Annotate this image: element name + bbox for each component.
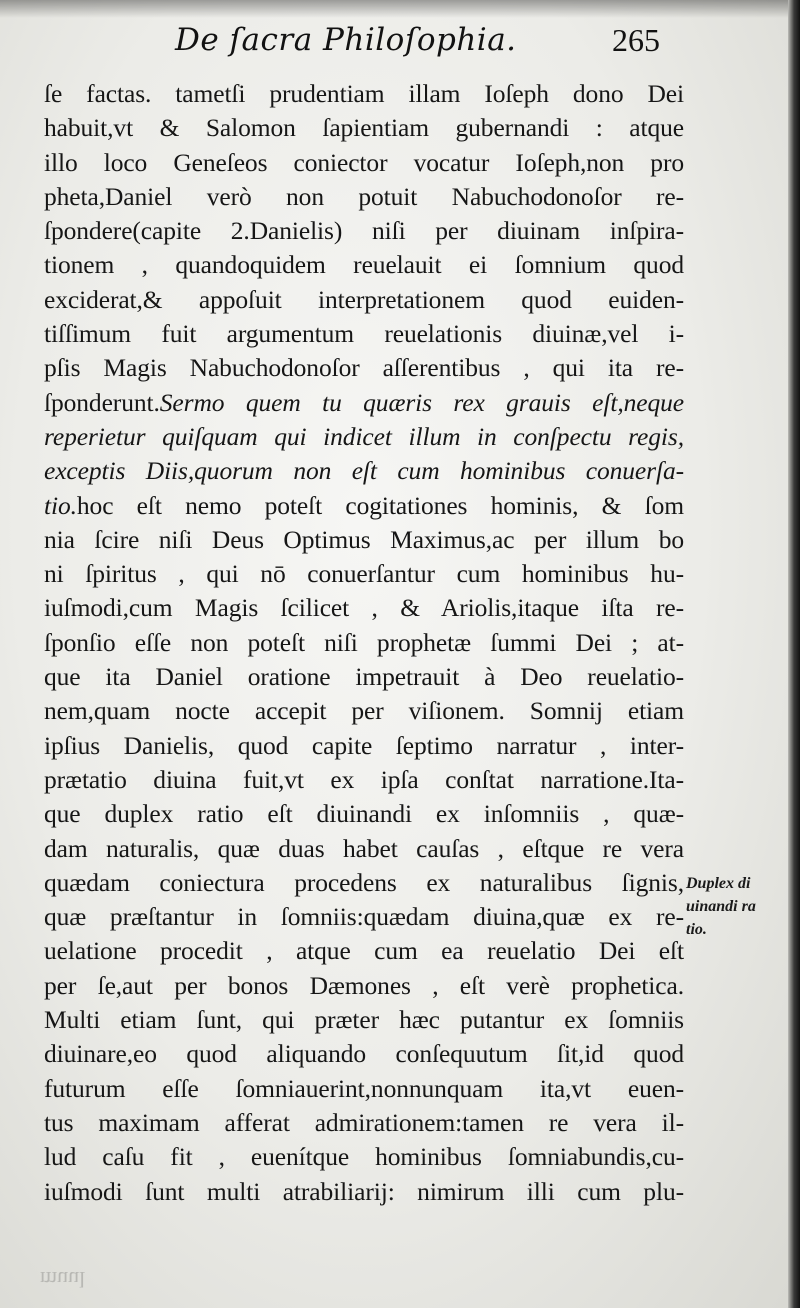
marginal-note-line: Duplex di: [686, 875, 751, 892]
text-line: [44, 660, 684, 694]
text-line: [44, 934, 684, 968]
text-line: [44, 454, 684, 488]
text-line: [44, 420, 684, 454]
text-segment: ſpondere(capite 2.Danielis) niſi per diuinam inſpira-: [44, 216, 684, 246]
text-line: [44, 797, 684, 831]
text-line: [44, 248, 684, 282]
text-segment: habuit,vt & Salomon ſapientiam gubernandi : atque: [44, 113, 684, 143]
text-segment: Multi etiam ſunt, qui præter hæc putantur ex ſomniis: [44, 1005, 684, 1035]
main-text-block: [44, 77, 684, 1209]
text-line: [44, 386, 684, 420]
text-segment: per ſe,aut per bonos Dæmones , eſt verè prophetica.: [44, 970, 684, 1000]
text-line: [44, 866, 684, 900]
text-segment: dam naturalis, quæ duas habet cauſas , eſtque re vera: [44, 833, 684, 863]
text-line: [44, 557, 684, 591]
text-line: [44, 1072, 684, 1106]
text-segment: ſponſio eſſe non poteſt niſi prophetæ ſummi Dei ; at-: [44, 627, 684, 657]
text-segment: diuinare,eo quod aliquando conſequutum ſit,id quod: [44, 1039, 684, 1069]
text-line: [44, 900, 684, 934]
text-line: [44, 763, 684, 797]
text-line: [44, 180, 684, 214]
text-line: [44, 1037, 684, 1071]
text-line: [44, 111, 684, 145]
text-segment: uelatione procedit , atque cum ea reuelatio Dei eſt: [44, 936, 684, 966]
text-segment: ni ſpiritus , qui nō conuerſantur cum hominibus hu-: [44, 559, 684, 589]
text-segment: quædam coniectura procedens ex naturalibus ſignis,: [44, 867, 684, 897]
text-segment: hoc eſt nemo poteſt cogitationes hominis, & ſom: [76, 490, 684, 520]
text-segment: ſponderunt.: [44, 387, 160, 417]
text-line: [44, 729, 684, 763]
text-segment: lud caſu fit , euenítque hominibus ſomniabundis,cu-: [44, 1142, 684, 1172]
text-line: [44, 1140, 684, 1174]
text-line: [44, 832, 684, 866]
marginal-note-line: tio.: [686, 921, 707, 938]
italic-quotation-segment: tio.: [44, 490, 77, 520]
text-segment: prætatio diuina fuit,vt ex ipſa conſtat narratione.Ita-: [44, 764, 684, 794]
text-line: [44, 146, 684, 180]
catchword-bleed-through: muul: [40, 1267, 86, 1292]
text-line: [44, 969, 684, 1003]
italic-quotation-segment: Sermo quem tu quæris rex grauis eſt,neque: [159, 387, 684, 417]
text-segment: ſe factas. tametſi prudentiam illam Ioſeph dono Dei: [44, 79, 684, 108]
text-line: [44, 523, 684, 557]
text-segment: tionem , quandoquidem reuelauit ei ſomnium quod: [44, 250, 684, 280]
text-segment: iuſmodi,cum Magis ſcilicet , & Ariolis,itaque iſta re-: [44, 593, 684, 623]
text-line: [44, 77, 684, 111]
text-segment: tiſſimum fuit argumentum reuelationis diuinæ,vel i-: [44, 319, 684, 349]
text-segment: que ita Daniel oratione impetrauit à Deo reuelatio-: [44, 662, 684, 692]
italic-quotation-segment: reperietur quiſquam qui indicet illum in conſpectu regis,: [44, 421, 684, 451]
text-line: [44, 626, 684, 660]
text-segment: nia ſcire niſi Deus Optimus Maximus,ac per illum bo: [44, 524, 684, 554]
text-line: [44, 489, 684, 523]
text-segment: ipſius Danielis, quod capite ſeptimo narratur , inter-: [44, 730, 684, 760]
text-segment: nem,quam nocte accepit per viſionem. Somnij etiam: [44, 696, 684, 726]
text-segment: quæ præſtantur in ſomniis:quædam diuina,quæ ex re-: [44, 902, 684, 932]
text-segment: exciderat,& appoſuit interpretationem quod euiden-: [44, 284, 684, 314]
text-line: [44, 351, 684, 385]
text-line: [44, 1003, 684, 1037]
text-line: [44, 694, 684, 728]
page-number: 265: [612, 22, 660, 58]
text-segment: iuſmodi ſunt multi atrabiliarij: nimirum illi cum plu-: [44, 1176, 684, 1206]
text-line: [44, 591, 684, 625]
text-line: [44, 214, 684, 248]
text-line: [44, 317, 684, 351]
text-segment: pſis Magis Nabuchodonoſor aſſerentibus , qui ita re-: [44, 353, 684, 383]
text-line: [44, 1106, 684, 1140]
text-segment: futurum eſſe ſomniauerint,nonnunquam ita,vt euen-: [44, 1073, 684, 1103]
italic-quotation-segment: exceptis Diis,quorum non eſt cum hominibus conuerſa-: [44, 456, 684, 486]
text-segment: illo loco Geneſeos coniector vocatur Ioſeph,non pro: [44, 147, 684, 177]
text-segment: que duplex ratio eſt diuinandi ex inſomniis , quæ-: [44, 799, 684, 829]
text-line: [44, 1175, 684, 1209]
marginal-note: [686, 872, 790, 941]
text-segment: tus maximam afferat admirationem:tamen re vera il-: [44, 1107, 684, 1137]
running-title: De ſacra Philoſophia.: [175, 22, 517, 58]
text-segment: pheta,Daniel verò non potuit Nabuchodonoſor re-: [44, 181, 684, 211]
marginal-note-line: uinandi ra: [686, 898, 756, 915]
text-line: [44, 283, 684, 317]
